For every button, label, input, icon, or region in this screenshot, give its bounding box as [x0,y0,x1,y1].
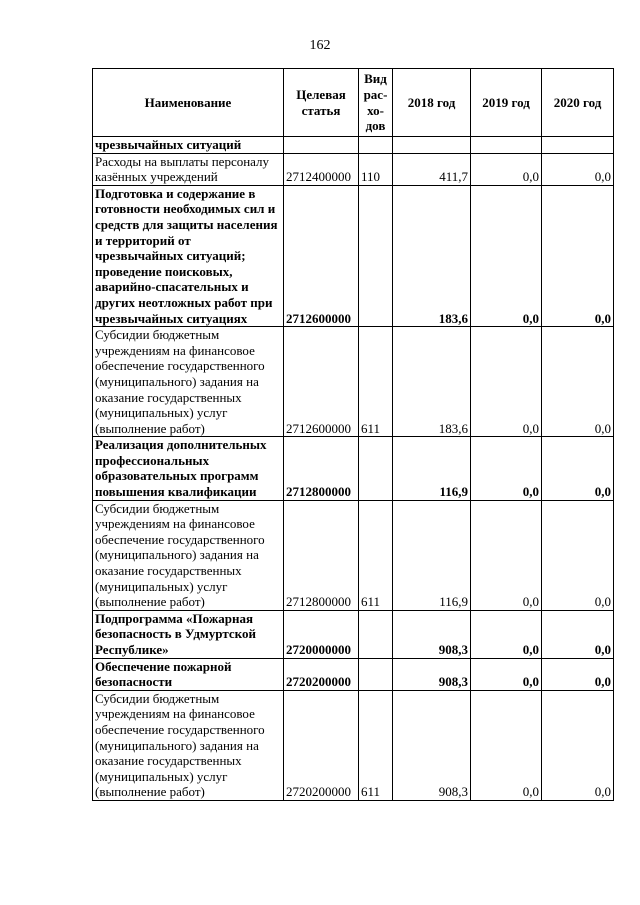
cell-name: Подготовка и содержание в готовности необходимых сил и средств для защиты населения и территорий от чрезвычайных ситуаций; проведение поисковых, аварийно-спасательных и других неотложных работ при чрезвычайных ситуациях [93,185,284,326]
cell-2020: 0,0 [542,658,614,690]
cell-2019 [471,137,542,154]
budget-table [92,68,614,801]
table-row [93,437,614,500]
header-expense-type: Вид рас-хо-дов [359,69,393,137]
cell-2019: 0,0 [471,327,542,437]
cell-2020: 0,0 [542,500,614,610]
cell-2018 [393,137,471,154]
cell-2020: 0,0 [542,153,614,185]
cell-expense-type [359,137,393,154]
cell-name: чрезвычайных ситуаций [93,137,284,154]
table-row [93,185,614,326]
cell-expense-type: 611 [359,500,393,610]
cell-expense-type: 611 [359,327,393,437]
table-header-row [93,69,614,137]
cell-2018: 116,9 [393,437,471,500]
cell-target-article: 2712800000 [284,500,359,610]
cell-expense-type: 110 [359,153,393,185]
cell-2019: 0,0 [471,610,542,658]
cell-expense-type [359,610,393,658]
cell-target-article: 2712600000 [284,327,359,437]
cell-2018: 183,6 [393,185,471,326]
cell-expense-type [359,658,393,690]
cell-name: Подпрограмма «Пожарная безопасность в Удмуртской Республике» [93,610,284,658]
cell-2019: 0,0 [471,500,542,610]
cell-name: Субсидии бюджетным учреждениям на финансовое обеспечение государственного (муниципального) задания на оказание государственных (муниципальных) услуг (выполнение работ) [93,500,284,610]
cell-2018: 183,6 [393,327,471,437]
cell-name: Субсидии бюджетным учреждениям на финансовое обеспечение государственного (муниципального) задания на оказание государственных (муниципальных) услуг (выполнение работ) [93,690,284,800]
cell-name: Реализация дополнительных профессиональных образовательных программ повышения квалификации [93,437,284,500]
header-name: Наименование [93,69,284,137]
cell-2018: 411,7 [393,153,471,185]
header-2019: 2019 год [471,69,542,137]
cell-2020 [542,137,614,154]
cell-target-article: 2712400000 [284,153,359,185]
cell-target-article [284,137,359,154]
cell-target-article: 2720200000 [284,658,359,690]
cell-expense-type [359,185,393,326]
cell-target-article: 2712800000 [284,437,359,500]
table-row [93,327,614,437]
cell-2019: 0,0 [471,437,542,500]
cell-2019: 0,0 [471,185,542,326]
cell-2018: 908,3 [393,658,471,690]
cell-2019: 0,0 [471,658,542,690]
table-row [93,610,614,658]
table-row [93,153,614,185]
cell-2018: 116,9 [393,500,471,610]
cell-2020: 0,0 [542,327,614,437]
cell-target-article: 2720200000 [284,690,359,800]
cell-2020: 0,0 [542,437,614,500]
cell-name: Субсидии бюджетным учреждениям на финансовое обеспечение государственного (муниципального) задания на оказание государственных (муниципальных) услуг (выполнение работ) [93,327,284,437]
table-row [93,500,614,610]
cell-name: Расходы на выплаты персоналу казённых учреждений [93,153,284,185]
cell-2019: 0,0 [471,690,542,800]
cell-2018: 908,3 [393,690,471,800]
header-2020: 2020 год [542,69,614,137]
cell-target-article: 2720000000 [284,610,359,658]
table-row [93,690,614,800]
cell-expense-type: 611 [359,690,393,800]
page-number: 162 [309,38,331,53]
cell-name: Обеспечение пожарной безопасности [93,658,284,690]
cell-target-article: 2712600000 [284,185,359,326]
cell-2019: 0,0 [471,153,542,185]
table-row [93,658,614,690]
table-row [93,137,614,154]
cell-2020: 0,0 [542,690,614,800]
header-target-article: Целевая статья [284,69,359,137]
cell-2020: 0,0 [542,185,614,326]
cell-2018: 908,3 [393,610,471,658]
header-2018: 2018 год [393,69,471,137]
cell-2020: 0,0 [542,610,614,658]
cell-expense-type [359,437,393,500]
